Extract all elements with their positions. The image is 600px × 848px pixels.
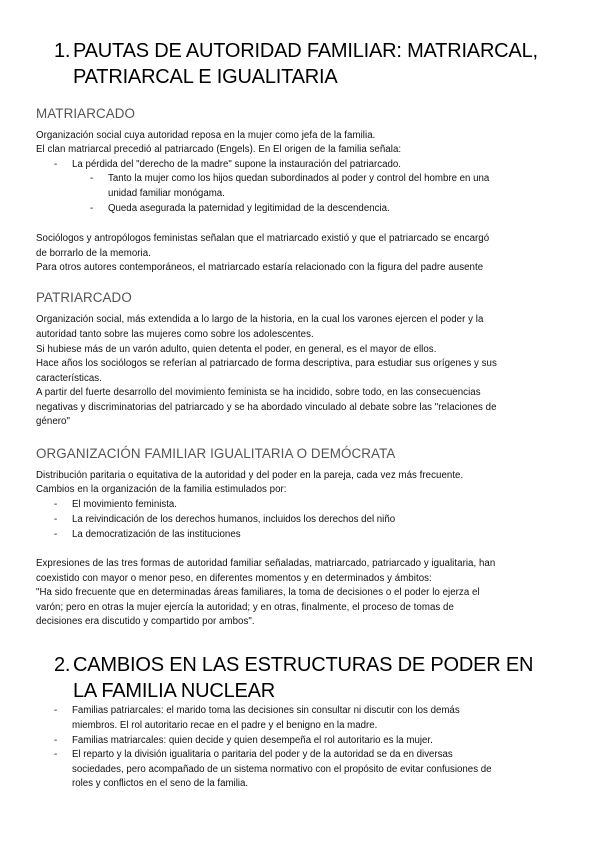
bullet-dash: -: [54, 705, 58, 716]
section-1-title-line-2: PATRIARCAL E IGUALITARIA: [73, 66, 338, 88]
patriarcado-paragraph-2: Si hubiese más de un varón adulto, quien detenta el poder, en general, es el mayor de ellos.: [36, 344, 437, 355]
list-item-text: La pérdida del "derecho de la madre" supone la instauración del patriarcado.: [72, 159, 401, 170]
list-item: [54, 747, 568, 762]
matriarcado-paragraph-3-line-2: de borrarlo de la memoria.: [36, 248, 151, 259]
list-item: [54, 527, 568, 542]
list-item: [54, 157, 568, 172]
section-2-title: [54, 652, 574, 704]
patriarcado-paragraph-4-line-2: negativas y discriminatorias del patriarcado y se ha abordado vinculado al debate sobre las "relaciones de: [36, 402, 497, 413]
quote-line-3: decisiones era discutido y compartido por ambos".: [36, 616, 255, 627]
patriarcado-heading: PATRIARCADO: [36, 290, 132, 305]
igualitaria-paragraph-3-line-2: coexistido con mayor o menor peso, en diferentes momentos y en determinados y ámbitos:: [36, 573, 432, 584]
quote-line-2: varón; pero en otras la mujer ejercía la autoridad; y en otras, finalmente, el proceso de tomas de: [36, 602, 454, 613]
list-item: [54, 703, 568, 718]
igualitaria-heading: ORGANIZACIÓN FAMILIAR IGUALITARIA O DEMÓCRATA: [36, 446, 396, 461]
sub-list-item-continuation: [108, 186, 524, 201]
section-1-number: 1.: [54, 40, 71, 62]
list-item-continuation: [72, 762, 568, 777]
patriarcado-paragraph-3-line-1: Hace años los sociólogos se referían al patriarcado de forma descriptiva, para estudiar sus orígenes y sus: [36, 358, 497, 369]
matriarcado-paragraph-4: Para otros autores contemporáneos, el matriarcado estaría relacionado con la figura del padre ausente: [36, 262, 484, 273]
list-item-text: Familias matriarcales: quien decide y quien desempeña el rol autoritario es la mujer.: [72, 735, 433, 746]
bullet-dash: -: [54, 529, 58, 540]
sub-list-item: [90, 171, 524, 186]
list-item-text-line-1: El reparto y la división igualitaria o paritaria del poder y de la autoridad se da en diversas: [72, 749, 453, 760]
matriarcado-paragraph-1: Organización social cuya autoridad reposa en la mujer como jefa de la familia.: [36, 130, 376, 141]
list-item-text-line-2: miembros. El rol autoritario recae en el padre y el benigno en la madre.: [72, 720, 378, 731]
list-item-text: La democratización de las instituciones: [72, 529, 241, 540]
patriarcado-paragraph-4-line-3: género": [36, 416, 70, 427]
bullet-dash: -: [90, 203, 94, 214]
sub-list-item-text: Queda asegurada la paternidad y legitimidad de la descendencia.: [108, 203, 390, 214]
matriarcado-heading: MATRIARCADO: [36, 106, 136, 121]
igualitaria-paragraph-2: Cambios en la organización de la familia estimulados por:: [36, 484, 287, 495]
patriarcado-paragraph-1-line-1: Organización social, más extendida a lo largo de la historia, en la cual los varones ejercen el poder y la: [36, 314, 484, 325]
list-item: [54, 497, 568, 512]
list-item: [54, 512, 568, 527]
section-1-title-line-1: PAUTAS DE AUTORIDAD FAMILIAR: MATRIARCAL,: [73, 40, 538, 62]
sub-list-item-text-line-2: unidad familiar monógama.: [108, 188, 225, 199]
list-item-text: La reivindicación de los derechos humanos, incluidos los derechos del niño: [72, 514, 396, 525]
bullet-dash: -: [54, 735, 58, 746]
matriarcado-paragraph-2: El clan matriarcal precedió al patriarcado (Engels). En El origen de la familia señala:: [36, 144, 402, 155]
quote-line-1: "Ha sido frecuente que en determinadas áreas familiares, la toma de decisiones o el poder lo ejerza el: [36, 587, 480, 598]
section-2-number: 2.: [54, 654, 71, 676]
section-2-title-line-1: CAMBIOS EN LAS ESTRUCTURAS DE PODER EN: [73, 654, 534, 676]
bullet-dash: -: [90, 173, 94, 184]
list-item-continuation: [72, 776, 568, 791]
sub-list-item-text-line-1: Tanto la mujer como los hijos quedan subordinados al poder y control del hombre en una: [108, 173, 490, 184]
patriarcado-paragraph-3-line-2: características.: [36, 373, 102, 384]
sub-list-item: [90, 201, 524, 216]
patriarcado-paragraph-4-line-1: A partir del fuerte desarrollo del movimiento feminista se ha incidido, sobre todo, en las consecuencias: [36, 387, 481, 398]
list-item-text-line-3: roles y conflictos en el seno de la familia.: [72, 778, 249, 789]
list-item-text: El movimiento feminista.: [72, 499, 177, 510]
bullet-dash: -: [54, 749, 58, 760]
list-item-text-line-1: Familias patriarcales: el marido toma las decisiones sin consultar ni discutir con los demás: [72, 705, 460, 716]
section-2-title-line-2: LA FAMILIA NUCLEAR: [73, 680, 276, 702]
bullet-dash: -: [54, 159, 58, 170]
section-1-title: [54, 38, 574, 90]
bullet-dash: -: [54, 514, 58, 525]
patriarcado-paragraph-1-line-2: autoridad tanto sobre las mujeres como sobre los adolescentes.: [36, 329, 314, 340]
igualitaria-paragraph-3-line-1: Expresiones de las tres formas de autoridad familiar señaladas, matriarcado, patriarcado y igualitaria, han: [36, 558, 496, 569]
bullet-dash: -: [54, 499, 58, 510]
matriarcado-paragraph-3-line-1: Sociólogos y antropólogos feministas señalan que el matriarcado existió y que el patriarcado se encargó: [36, 233, 490, 244]
list-item-text-line-2: sociedades, pero acompañado de un sistema normativo con el propósito de evitar confusiones de: [72, 764, 492, 775]
igualitaria-paragraph-1: Distribución paritaria o equitativa de la autoridad y del poder en la pareja, cada vez más frecuente.: [36, 470, 464, 481]
list-item-continuation: [72, 718, 568, 733]
list-item: [54, 733, 568, 748]
